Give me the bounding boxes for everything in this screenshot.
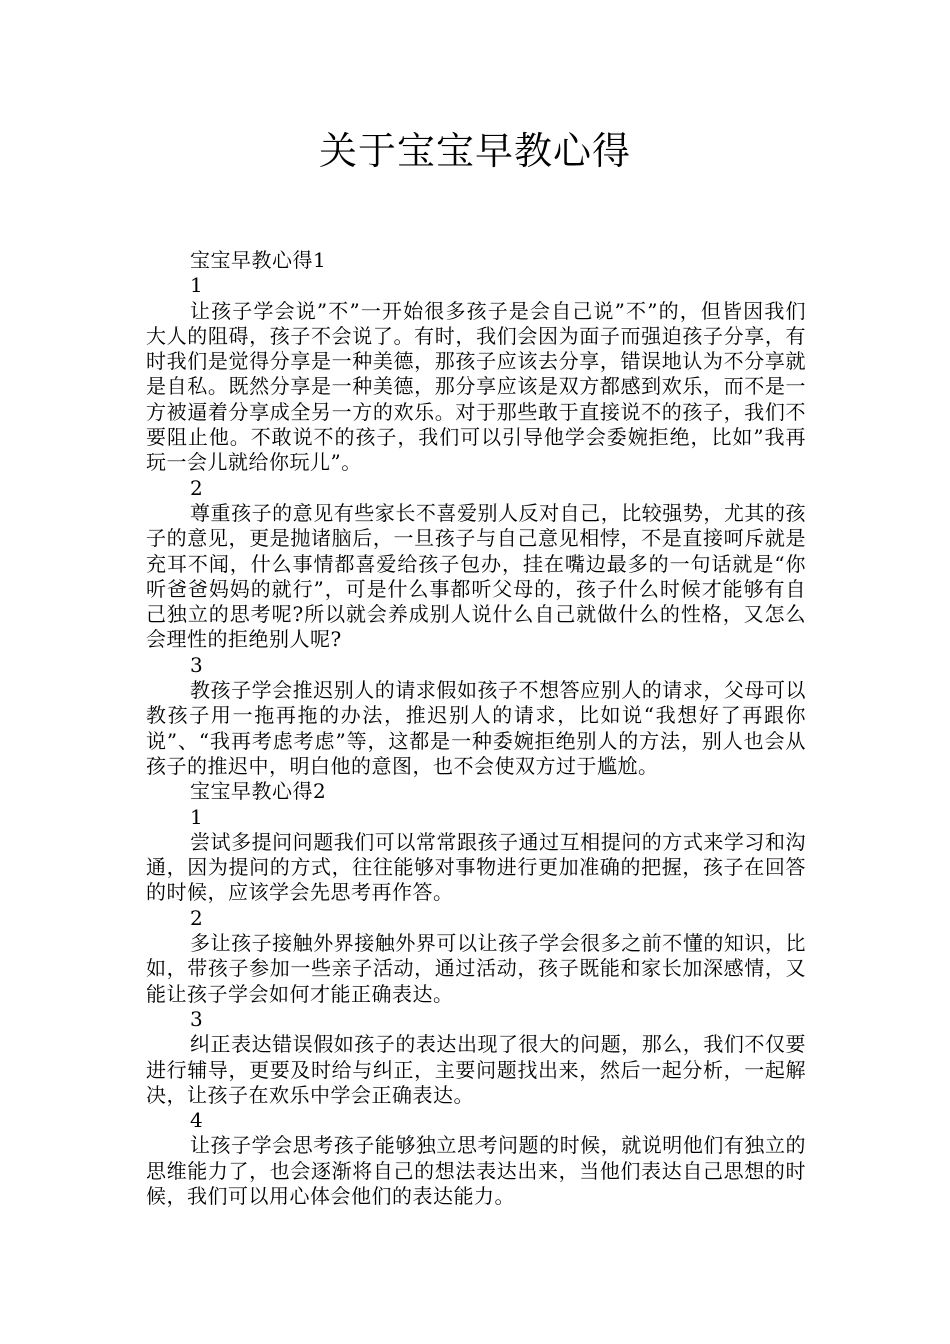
section-1 [146,248,806,779]
item-paragraph: 尝试多提问问题我们可以常常跟孩子通过互相提问的方式来学习和沟通，因为提问的方式，往往能够对事物进行更加准确的把握，孩子在回答的时候，应该学会先思考再作答。 [146,829,806,905]
item-paragraph: 多让孩子接触外界接触外界可以让孩子学会很多之前不懂的知识，比如，带孩子参加一些亲子活动，通过活动，孩子既能和家长加深感情，又能让孩子学会如何才能正确表达。 [146,931,806,1006]
item-paragraph: 纠正表达错误假如孩子的表达出现了很大的问题，那么，我们不仅要进行辅导，更要及时给与纠正，主要问题找出来，然后一起分析，一起解决，让孩子在欢乐中学会正确表达。 [146,1032,806,1107]
item-number: 3 [190,652,204,677]
item-paragraph: 让孩子学会说”不”一开始很多孩子是会自己说”不”的，但皆因我们大人的阻碍，孩子不会说了。有时，我们会因为面子而强迫孩子分享，有时我们是觉得分享是一种美德，那孩子应该去分享，错误地认为不分享就是自私。既然分享是一种美德，那分享应该是双方都感到欢乐，而不是一方被逼着分享成全另一方的欢乐。对于那些敢于直接说不的孩子，我们不要阻止他。不敢说不的孩子，我们可以引导他学会委婉拒绝，比如”我再玩一会儿就给你玩儿”。 [146,298,806,475]
item-number: 4 [190,1108,204,1133]
section-heading: 宝宝早教心得2 [190,779,327,804]
item-number: 2 [190,905,204,930]
item-paragraph: 尊重孩子的意见有些家长不喜爱别人反对自己，比较强势，尤其的孩子的意见，更是抛诸脑后，一旦孩子与自己意见相悖，不是直接呵斥就是充耳不闻，什么事情都喜爱给孩子包办，挂在嘴边最多的一句话就是“你听爸爸妈妈的就行”，可是什么事都听父母的，孩子什么时候才能够有自己独立的思考呢?所以就会养成别人说什么自己就做什么的性格，又怎么会理性的拒绝别人呢? [146,500,806,652]
document-title: 关于宝宝早教心得 [318,129,631,173]
section-heading: 宝宝早教心得1 [190,248,327,272]
item-paragraph: 让孩子学会思考孩子能够独立思考问题的时候，就说明他们有独立的思维能力了，也会逐渐将自己的想法表达出来，当他们表达自己思想的时候，我们可以用心体会他们的表达能力。 [146,1133,806,1208]
document-body [146,248,806,1209]
item-number: 1 [190,804,204,829]
section-2 [146,779,806,1209]
item-number: 3 [190,1006,204,1031]
item-number: 2 [190,475,204,500]
item-number: 1 [190,273,204,298]
item-paragraph: 教孩子学会推迟别人的请求假如孩子不想答应别人的请求，父母可以教孩子用一拖再拖的办法，推迟别人的请求，比如说“我想好了再跟你说”、“我再考虑考虑”等，这都是一种委婉拒绝别人的方法，别人也会从孩子的推迟中，明白他的意图，也不会使双方过于尴尬。 [146,678,806,778]
